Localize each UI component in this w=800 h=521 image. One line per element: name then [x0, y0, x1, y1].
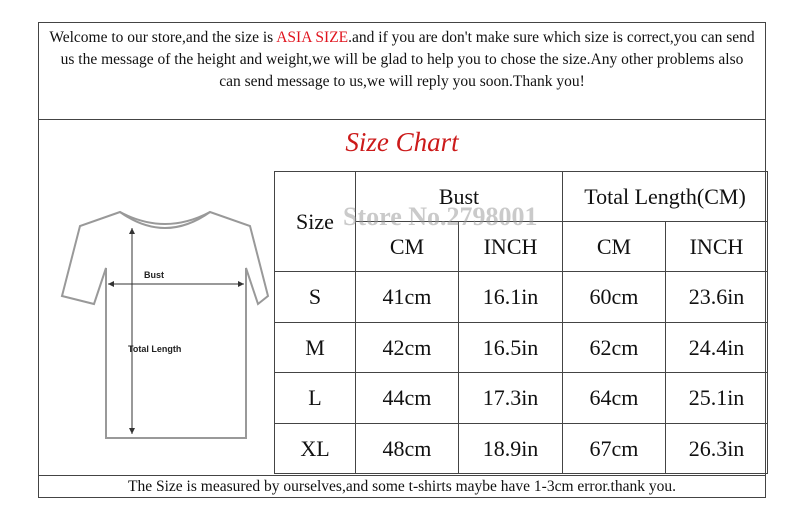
bust-label: Bust: [144, 270, 164, 280]
table-row: [275, 373, 768, 424]
subheader-length-cm: CM: [563, 222, 666, 272]
length-inch-cell: 24.4in: [666, 323, 768, 373]
notice-text-1: Welcome to our store,and the size is: [49, 29, 277, 46]
table-row: [275, 323, 768, 373]
table-header-row: [275, 172, 768, 222]
notice-text-2: .and if you are don't make sure which size is correct,you can send us the message of the height and weight,we will be glad to help you to chose the size.Any other problems also can send message to us,we will reply you soon.Thank you!: [60, 29, 755, 90]
store-watermark: Store No.2798001: [343, 202, 538, 231]
size-cell: XL: [275, 424, 356, 474]
length-cm-cell: 62cm: [563, 323, 666, 373]
length-cm-cell: 60cm: [563, 272, 666, 323]
length-inch-cell: 25.1in: [666, 373, 768, 424]
length-arrowhead-bottom: [129, 428, 135, 434]
length-arrowhead-top: [129, 228, 135, 234]
size-cell: S: [275, 272, 356, 323]
bust-arrowhead-left: [108, 281, 114, 287]
tshirt-diagram: [60, 208, 270, 448]
total-length-label: Total Length: [128, 344, 182, 354]
bust-cm-cell: 44cm: [356, 373, 459, 424]
bust-header: Bust: [356, 172, 563, 222]
table-row: [275, 424, 768, 474]
tshirt-collar: [120, 212, 210, 228]
length-inch-cell: 26.3in: [666, 424, 768, 474]
table-row: [275, 272, 768, 323]
bust-inch-cell: 18.9in: [459, 424, 563, 474]
subheader-length-inch: INCH: [666, 222, 768, 272]
bust-inch-cell: 16.1in: [459, 272, 563, 323]
asia-size-highlight: ASIA SIZE: [276, 29, 349, 46]
bust-inch-cell: 17.3in: [459, 373, 563, 424]
welcome-notice: [39, 23, 765, 120]
bust-cm-cell: 42cm: [356, 323, 459, 373]
footer-note: The Size is measured by ourselves,and some t-shirts maybe have 1-3cm error.thank you.: [39, 475, 765, 498]
size-header: Size: [275, 172, 356, 272]
length-inch-cell: 23.6in: [666, 272, 768, 323]
size-cell: L: [275, 373, 356, 424]
bust-inch-cell: 16.5in: [459, 323, 563, 373]
size-chart-title: Size Chart: [345, 127, 459, 157]
size-cell: M: [275, 323, 356, 373]
size-table: [274, 171, 768, 474]
length-cm-cell: 64cm: [563, 373, 666, 424]
tshirt-outline: [62, 212, 268, 438]
total-length-header: Total Length(CM): [563, 172, 768, 222]
subheader-bust-cm: CM: [356, 222, 459, 272]
subheader-bust-inch: INCH: [459, 222, 563, 272]
bust-cm-cell: 48cm: [356, 424, 459, 474]
bust-cm-cell: 41cm: [356, 272, 459, 323]
length-cm-cell: 67cm: [563, 424, 666, 474]
bust-arrowhead-right: [238, 281, 244, 287]
